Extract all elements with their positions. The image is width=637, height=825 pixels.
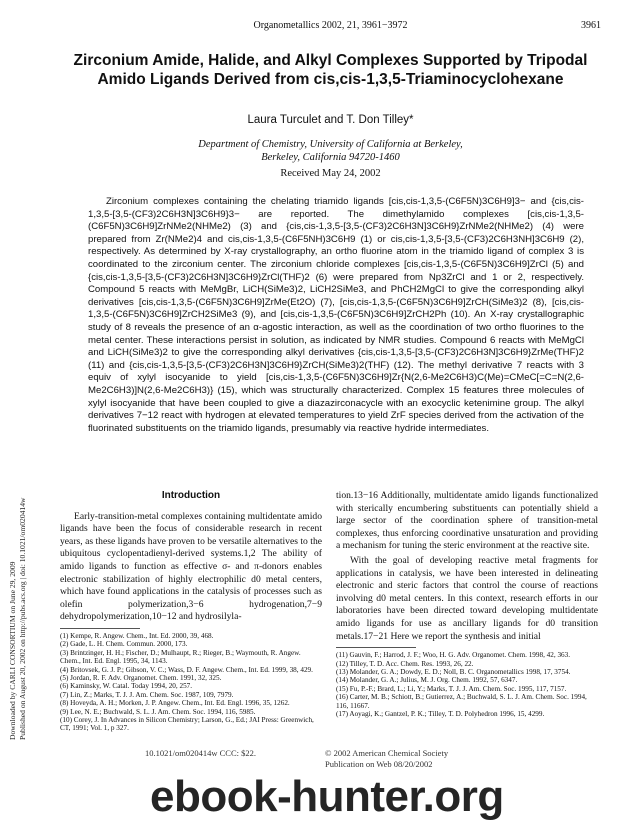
footnote: (13) Molander, G. A.; Dowdy, E. D.; Noll, B. C. Organometallics 1998, 17, 3754. [336,667,571,676]
journal-citation: Organometallics 2002, 21, 3961−3972 [253,20,408,31]
footnote: (7) Lin, Z.; Marks, T. J. J. Am. Chem. Soc. 1987, 109, 7979. [60,690,234,699]
footnote: (16) Carter, M. B.; Schiott, B.; Gutierrez, A.; Buchwald, S. L. J. Am. Chem. Soc. 1994, 116, 11667. [336,693,587,710]
intro-paragraph-2: With the goal of developing reactive metal fragments for applications in catalysis, we have been interested in delineating electronic and steric factors that control the course of reactions involving d0 metal centers. In this context, research efforts in our laboratories have been directed toward developing multidentate amido ligands for use as ancillary ligands for d0 transition metals.17−21 Here we report the synthesis and initial [336,554,598,642]
footnote: (17) Aoyagi, K.; Gantzel, P. K.; Tilley, T. D. Polyhedron 1996, 15, 4299. [336,709,545,718]
footnote: (12) Tilley, T. D. Acc. Chem. Res. 1993, 26, 22. [336,659,474,668]
publication-line: Publication on Web 08/20/2002 [325,759,433,769]
running-header [60,20,601,34]
footnote: (15) Fu, P.-F.; Brard, L.; Li, Y.; Marks, T. J. J. Am. Chem. Soc. 1995, 117, 7157. [336,684,567,693]
footnote: (8) Hoveyda, A. H.; Morken, J. P. Angew. Chem., Int. Ed. Engl. 1996, 35, 1262. [60,699,290,708]
footnote: (6) Kaminsky, W. Catal. Today 1994, 20, 257. [60,682,193,691]
footnote: (14) Molander, G. A.; Julius, M. J. Org. Chem. 1992, 57, 6347. [336,676,518,685]
intro-paragraph-1-continued: tion.13−16 Additionally, multidentate amido ligands functionalized with sterically encumbering substituents can potentially shield a large sector of the coordination sphere of transition-metal complexes, thus enforcing coordinative unsaturation and providing a mechanism for tuning the steric environment at the reactive site. [336,490,598,552]
section-heading-introduction: Introduction [161,490,221,501]
watermark-logo: ebook-hunter.org [150,772,504,821]
doi-line: 10.1021/om020414w CCC: $22. [145,748,256,758]
affiliation [60,138,601,164]
footnote: (11) Gauvin, F.; Harrod, J. F.; Woo, H. G. Adv. Organomet. Chem. 1998, 42, 363. [336,651,571,660]
right-column [336,490,598,718]
left-column [60,490,322,733]
footnotes-right [336,651,598,718]
footnote: (1) Kempe, R. Angew. Chem., Int. Ed. 2000, 39, 468. [60,631,214,640]
page-number: 3961 [581,20,601,31]
footnote: (10) Corey, J. In Advances in Silicon Chemistry; Larson, G., Ed.; JAI Press: Greenwich, CT, 1991; Vol. 1, p 327. [60,716,314,733]
sidebar-publication-line: Published on August 20, 2002 on http://pubs.acs.org | doi: 10.1021/om020414w [18,497,27,740]
received-date: Received May 24, 2002 [280,168,381,179]
sidebar-download-line: Downloaded by CARLI CONSORTIUM on June 29, 2009 [8,561,17,740]
abstract: Zirconium complexes containing the chelating triamido ligands [cis,cis-1,3,5-(C6F5N)3C6H9]3− and {cis,cis-1,3,5-[3,5-(CF3)2C6H3N]3C6H9}3− are reported. The dimethylamido complexes [cis,cis-1,3,5-(C6F5N)3C6H9]ZrNMe2(NHMe2) (3) and {cis,cis-1,3,5-[3,5-(CF3)2C6H3N]3C6H9}ZrNMe2(NHMe2) (4) were prepared from Zr(NMe2)4 and cis,cis-1,3,5-(C6F5NH)3C6H9 (1) or cis,cis-1,3,5-[3,5-(CF3)2C6H3NH]3C6H9 (2), respectively. As determined by X-ray crystallography, an ortho fluorine atom in the triamido ligand of complex 3 is coordinated to the zirconium center. The zirconium chloride complexes [cis,cis-1,3,5-(C6F5N)3C6H9]ZrCl (5) and {cis,cis-1,3,5-[3,5-(CF3)2C6H3N]3C6H9}ZrCl(THF)2 (6) were prepared from Np3ZrCl and 1 or 2, respectively. Compound 5 reacts with MeMgBr, LiCH(SiMe3)2, LiCH2SiMe3, and PhCH2MgCl to give the corresponding alkyl derivatives [cis,cis-1,3,5-(C6F5N)3C6H9]ZrMe(Et2O) (7), [cis,cis-1,3,5-(C6F5N)3C6H9]ZrCH(SiMe3)2 (8), [cis,cis-1,3,5-(C6F5N)3C6H9]ZrCH2SiMe3 (9), and [cis,cis-1,3,5-(C6F5N)3C6H9]ZrCH2Ph (10). An X-ray crystallographic study of 8 reveals the presence of an α-agostic interaction, as well as the coordination of two ortho fluorines to the metal center. These interactions persist in solution, as indicated by NMR studies. Compound 6 reacts with MeMgCl and LiCH(SiMe3)2 to give the corresponding alkyl derivatives {cis,cis-1,3,5-[3,5-(CF3)2C6H3N]3C6H9}ZrMe(THF)2 (11) and {cis,cis-1,3,5-[3,5-(CF3)2C6H3N]3C6H9}ZrCH(SiMe3)2(THF) (12). The methyl derivative 7 reacts with 3 equiv of xylyl isocyanide to yield [cis,cis-1,3,5-(C6F5N)3C6H9]Zr{N(2,6-Me2C6H3)C(Me)=CMeC[=C=N(2,6-Me2C6H3)]N(2,6-Me2C6H3)} (15), which was structurally characterized. Complex 15 features three molecules of xylyl isocyanide that have been coupled to give a diazazirconacycle with an exocyclic ketenimine group. The alkyl derivatives 7−12 react with hydrogen at elevated temperatures to yield ZrF species derived from the activation of the fluorinated substituents on the triamido ligands, presumably via reactive hydride intermediates. [88,196,584,434]
copyright-line: © 2002 American Chemical Society [325,748,449,758]
authors: Laura Turculet and T. Don Tilley* [247,114,414,126]
footnote-rule [60,628,140,629]
intro-paragraph-1: Early-transition-metal complexes containing multidentate amido ligands have been the focus of considerable research in recent years, as these ligands have proven to be versatile alternatives to the ubiquitous cyclopentadienyl-derived systems.1,2 The ability of amido ligands to function as effective σ- and π-donors enables electronic stabilization of highly electrophilic d0 metal centers, which have found applications in the catalysis of processes such as olefin polymerization,3−6 hydrogenation,7−9 dehydropolymerization,10−12 and hydrosilyla- [60,510,322,623]
footnote: (5) Jordan, R. F. Adv. Organomet. Chem. 1991, 32, 325. [60,673,222,682]
footnote: (2) Gade, L. H. Chem. Commun. 2000, 173. [60,640,188,649]
footnote: (3) Brintzinger, H. H.; Fischer, D.; Mulhaupt, R.; Rieger, B.; Waymouth, R. Angew. Chem., Int. Ed. Engl. 1995, 34, 1143. [60,648,301,666]
affiliation-line-2: Berkeley, California 94720-1460 [261,152,400,163]
footnotes-left [60,632,322,733]
footnote-rule [336,647,416,648]
affiliation-line-1: Department of Chemistry, University of California at Berkeley, [198,139,463,150]
footnote: (4) Britovsek, G. J. P.; Gibson, V. C.; Wass, D. F. Angew. Chem., Int. Ed. 1999, 38, 429. [60,665,313,674]
paper-title: Zirconium Amide, Halide, and Alkyl Complexes Supported by Tripodal Amido Ligands Derived from cis,cis-1,3,5-Triaminocyclohexane [73,52,588,88]
footnote: (9) Lee, N. E.; Buchwald, S. L. J. Am. Chem. Soc. 1994, 116, 5985. [60,707,256,716]
download-sidebar [8,300,28,740]
